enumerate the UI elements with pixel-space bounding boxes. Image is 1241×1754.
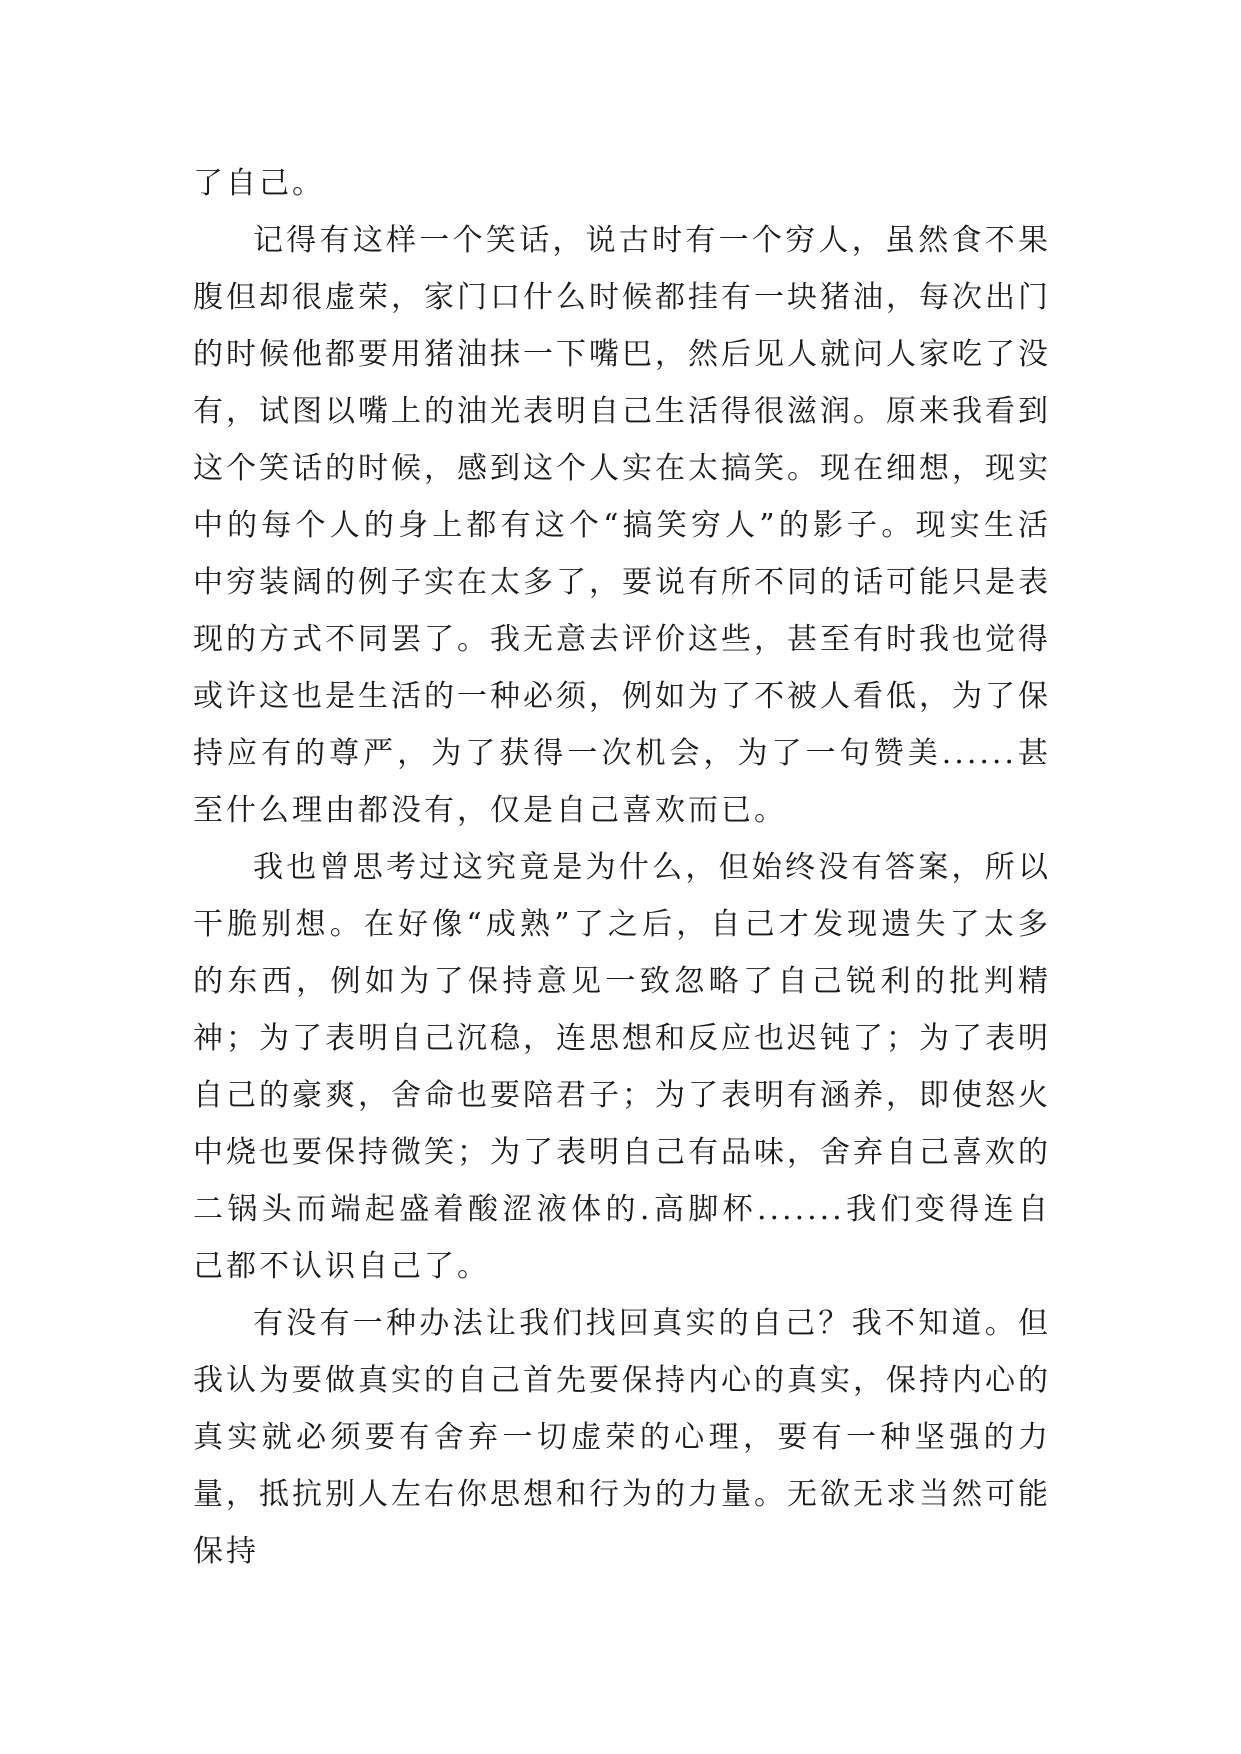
paragraph-continuation: 了自己。	[193, 166, 325, 201]
paragraph-joke: 记得有这样一个笑话，说古时有一个穷人，虽然食不果腹但却很虚荣，家门口什么时候都挂有一块猪油，每次出门的时候他都要用猪油抹一下嘴巴，然后见人就问人家吃了没有，试图以嘴上的油光表明自己生活得很滋润。原来我看到这个笑话的时候，感到这个人实在太搞笑。现在细想，现实中的每个人的身上都有这个“搞笑穷人”的影子。现实生活中穷装阔的例子实在太多了，要说有所不同的话可能只是表现的方式不同罢了。我无意去评价这些，甚至有时我也觉得或许这也是生活的一种必须，例如为了不被人看低，为了保持应有的尊严，为了获得一次机会，为了一句赞美......甚至什么理由都没有，仅是自己喜欢而已。	[193, 223, 1051, 828]
paragraph-reflection: 我也曾思考过这究竟是为什么，但始终没有答案，所以干脆别想。在好像“成熟”了之后，自己才发现遗失了太多的东西，例如为了保持意见一致忽略了自己锐利的批判精神；为了表明自己沉稳，连思想和反应也迟钝了；为了表明自己的豪爽，舍命也要陪君子；为了表明有涵养，即使怒火中烧也要保持微笑；为了表明自己有品味，舍弃自己喜欢的二锅头而端起盛着酸涩液体的.高脚杯.......我们变得连自己都不认识自己了。	[193, 850, 1051, 1284]
document-body	[193, 155, 1051, 1580]
paragraph-true-self: 有没有一种办法让我们找回真实的自己？我不知道。但我认为要做真实的自己首先要保持内心的真实，保持内心的真实就必须要有舍弃一切虚荣的心理，要有一种坚强的力量，抵抗别人左右你思想和行为的力量。无欲无求当然可能保持	[193, 1306, 1051, 1569]
